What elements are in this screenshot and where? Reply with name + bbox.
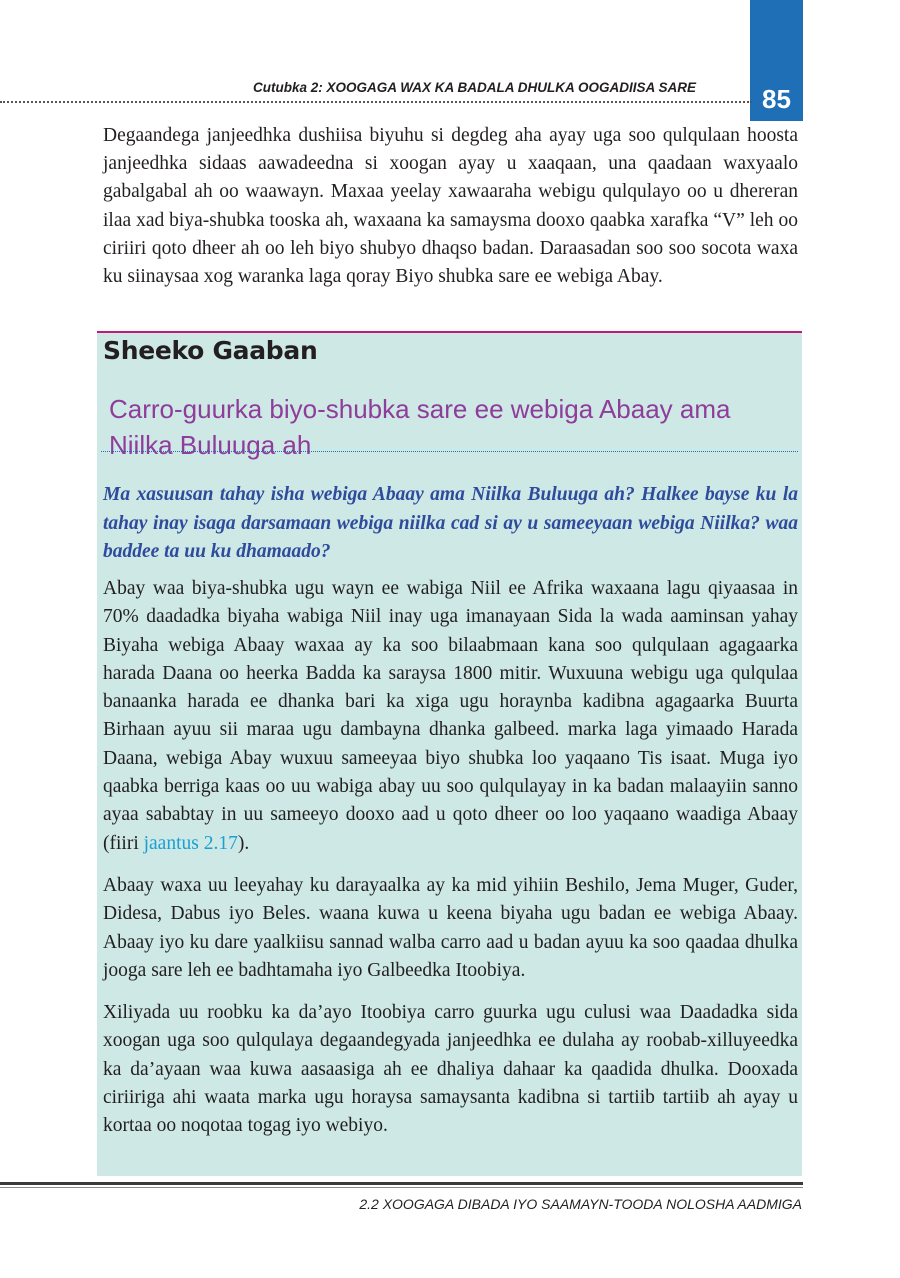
short-story-box [97, 331, 802, 1176]
running-header-chapter-title: Cutubka 2: XOOGAGA WAX KA BADALA DHULKA OOGADIISA SARE [252, 80, 696, 95]
intro-text [103, 122, 798, 291]
box-body [103, 575, 798, 1155]
figure-reference-link[interactable]: jaantus 2.17 [143, 832, 238, 854]
box-subtitle: Carro-guurka biyo-shubka sare ee webiga Abaay ama Niilka Buluuga ah [109, 394, 731, 460]
box-title: Sheeko Gaaban [103, 336, 318, 365]
intro-paragraph: Degaandega janjeedhka dushiisa biyuhu si degdeg aha ayay uga soo qulqulaan hoosta janjeedhka sidaas aawadeedna si xoogan ayay u xaaqaan, una qaadaan waxyaalo gabalgabal ah oo waawayn. Maxaa yeelay xawaaraha webigu qulqulayo oo u dhereran ilaa xad biya-shubka tooska ah, waxaana ka samaysma dooxo qaabka xarafka “V” leh oo ciriiri qoto dheer ah oo leh biyo shubyo dhaqso badan. Daraasadan soo soo socota waxa ku siinaysaa xog waranka laga qoray Biyo shubka sare ee webiga Abay. [103, 125, 798, 288]
page-number-tab [750, 0, 803, 121]
footer-rule [0, 1182, 803, 1185]
box-dotted-rule [101, 451, 798, 452]
box-paragraph-1-text: Abay waa biya-shubka ugu wayn ee wabiga Niil ee Afrika waxaana lagu qiyaasaa in 70% daadadka biyaha wabiga Niil inay uga imanayaan Sida la wada aaminsan yahay Biyaha webiga Abaay waxaa ay ka soo bilaabmaan kana soo qulqulaan agagaarka harada Daana oo heerka Badda ka saraysa 1800 mitir. Wuxuuna webigu uga qulqulaa banaanka harada ee dhanka bari ka xiga ugu horaynba kadibna agagaarka Buurta Birhaan ayuu sii maraa ugu dambayna dhanka galbeed. marka laga yimaado Harada Daana, webiga Abay wuxuu sameeyaa biyo shubka loo yaqaano Tis isaat. Muga iyo qaabka berriga kaas oo uu wabiga abay uu soo qulqulayay in ka badan malaayiin sanno ayaa sababtay in uu sameeyo dooxo aad u qoto dheer oo loo yaqaano waadiga Abaay (fiiri [103, 578, 798, 854]
box-paragraph-1 [103, 575, 798, 858]
footer-rule-thin [0, 1187, 803, 1188]
page-number: 85 [762, 84, 791, 114]
box-paragraph-3: Xiliyada uu roobku ka da’ayo Itoobiya carro guurka ugu culusi waa Daadadka sida xoogan uga soo qulqulaya degaandegyada janjeedhka ee dulaha ay roobab-xilluyeedka ka da’ayaan waa kuwa aasaasiga ah ee dhaliya dahaar ka qaadida dhulka. Dooxada ciriiriga ahi waata marka ugu horaysa samaysanta kadibna si tartiib tartiib ah ayay u kortaa oo noqotaa togag iyo webiyo. [103, 1002, 798, 1137]
box-paragraph-1-end: ). [237, 832, 250, 854]
header-dotted-rule [0, 101, 752, 103]
box-paragraph-2: Abaay waxa uu leeyahay ku darayaalka ay ka mid yihiin Beshilo, Jema Muger, Guder, Didesa, Dabus iyo Beles. waana kuwa u keena biyaha ugu badan ee webiga Abaay. Abaay iyo ku dare yaalkiisu sannad walba carro aad u badan ayuu ka soo qaadaa dhulka jooga sare leh ee badhtamaha iyo Galbeedka Itoobiya. [103, 874, 798, 981]
running-footer-section-title: 2.2 XOOGAGA DIBADA IYO SAAMAYN-TOODA NOLOSHA AADMIGA [359, 1196, 802, 1212]
box-question: Ma xasuusan tahay isha webiga Abaay ama Niilka Buluuga ah? Halkee bayse ku la tahay inay isaga darsamaan webiga niilka cad si ay u sameeyaan webiga Niilka? waa baddee ta uu ku dhamaado? [103, 484, 798, 562]
